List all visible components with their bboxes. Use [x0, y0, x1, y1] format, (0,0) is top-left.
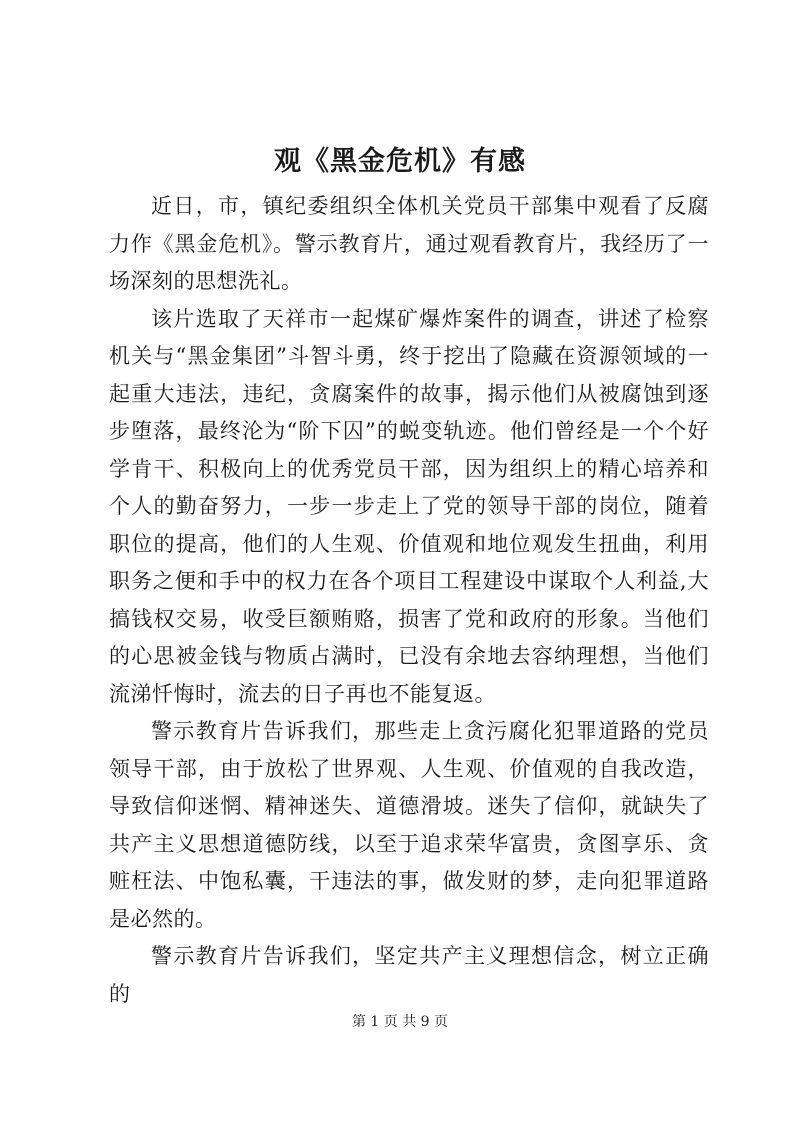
document-title: 观《黑金危机》有感 — [274, 146, 526, 177]
paragraph-4: 警示教育片告诉我们，坚定共产主义理想信念，树立正确的 — [109, 944, 709, 1006]
paragraph-2: 该片选取了天祥市一起煤矿爆炸案件的调查，讲述了检察机关与“黑金集团”斗智斗勇，终于挖出了隐藏在资源领域的一起重大违法，违纪，贪腐案件的故事，揭示他们从被腐蚀到逐步堕落，最终沦为“阶下囚”的蜕变轨迹。他们曾经是一个个好学肯干、积极向上的优秀党员干部，因为组织上的精心培养和个人的勤奋努力，一步一步走上了党的领导干部的岗位，随着职位的提高，他们的人生观、价值观和地位观发生扭曲，利用职务之便和手中的权力在各个项目工程建设中谋取个人利益,大搞钱权交易，收受巨额贿赂，损害了党和政府的形象。当他们的心思被金钱与物质占满时，已没有余地去容纳理想，当他们流涕忏悔时，流去的日子再也不能复返。 — [109, 306, 709, 706]
paragraph-1: 近日，市，镇纪委组织全体机关党员干部集中观看了反腐力作《黑金危机》。警示教育片，通过观看教育片，我经历了一场深刻的思想洗礼。 — [109, 194, 709, 293]
paragraph-3: 警示教育片告诉我们，那些走上贪污腐化犯罪道路的党员领导干部，由于放松了世界观、人生观、价值观的自我改造，导致信仰迷惘、精神迷失、道德滑坡。迷失了信仰，就缺失了共产主义思想道德防线，以至于追求荣华富贵，贪图享乐、贪赃枉法、中饱私囊，干违法的事，做发财的梦，走向犯罪道路是必然的。 — [109, 719, 709, 931]
page-footer: 第 1 页 共 9 页 — [351, 1014, 449, 1030]
document-body — [109, 188, 709, 1013]
